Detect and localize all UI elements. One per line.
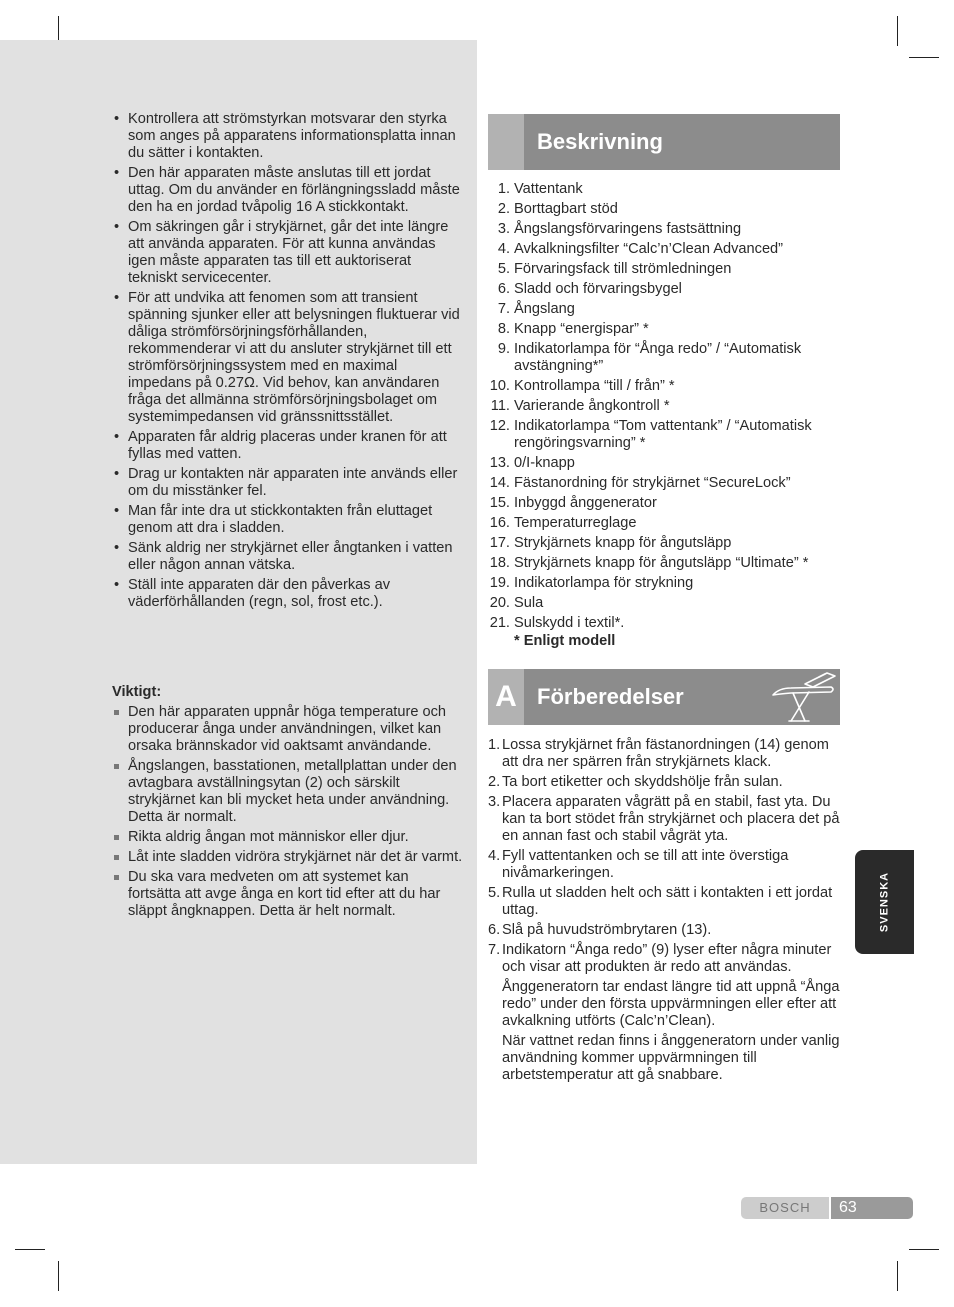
list-item [488,221,844,238]
step-number: 6. [488,922,501,938]
item-number: 9. [497,341,510,357]
step-text: Ta bort etiketter och skyddshölje från sulan. [502,774,783,790]
item-text: Strykjärnets knapp för ångutsläpp “Ultimate” * [514,555,809,571]
list-item [488,181,844,198]
list-item [488,321,844,338]
step-item [488,885,840,919]
step-item [488,794,840,845]
item-text: Sula [514,595,544,611]
list-item [488,261,844,278]
list-item: • Apparaten får aldrig placeras under kranen för att fyllas med vatten. [112,429,464,463]
item-text: Indikatorlampa för “Ånga redo” / “Automatisk avstängning*” [514,341,802,374]
list-item [488,475,844,492]
step-number: 3. [488,794,501,810]
list-item: • Om säkringen går i strykjärnet, går det inte längre att använda apparaten. För att kunna användas igen måste apparaten tas till ett auktoriserat tekniskt servicecenter. [112,219,464,287]
item-text: Inbyggd ånggenerator [514,495,657,511]
step-item [488,942,840,1084]
item-number: 6. [497,281,510,297]
list-item [488,575,844,592]
header-tab [488,114,524,170]
item-text: Sulskydd i textil*. [514,615,625,631]
item-number: 4. [497,241,510,257]
step-text: Fyll vattentanken och se till att inte överstiga nivåmarkeringen. [502,848,789,881]
crop-mark [897,16,898,46]
crop-mark [15,1249,45,1250]
list-item [488,378,844,395]
list-item: • Ställ inte apparaten där den påverkas av väderförhållanden (regn, sol, frost etc.). [112,577,464,611]
list-item [488,201,844,218]
step-item [488,922,840,939]
section-title: Förberedelser [537,684,684,709]
list-item: • För att undvika att fenomen som att transient spänning sjunker eller att belysningen fluktuerar vid dåliga strömförsörjningsförhållanden, rekommenderar vi att du ansluter strykjärnet till ett strömförsörjningssystem med en maximal impedans på 0.27Ω. Vid behov, kan användaren fråga det allmänna strömförsörjningsbolaget om systemimpedansen vid gränssnittsstället. [112,290,464,426]
item-text: Ångslangsförvaringens fastsättning [514,221,742,237]
step-text: Lossa strykjärnet från fästanordningen (14) genom att dra ner spärren från strykjärnets klack. [502,737,829,770]
language-tab [855,850,914,954]
step-text: Slå på huvudströmbrytaren (13). [502,922,712,938]
crop-mark [58,1261,59,1291]
section-letter: A [495,680,517,713]
list-item [488,495,844,512]
item-number: 17. [489,535,510,551]
item-text: Strykjärnets knapp för ångutsläpp [514,535,732,551]
step-note: När vattnet redan finns i ånggeneratorn under vanlig användning kommer uppvärmningen till arbetstemperatur att gå snabbare. [502,1033,840,1083]
item-text: Knapp “energispar” * [514,321,649,337]
item-text: Kontrollampa “till / från” * [514,378,675,394]
preparation-steps [488,737,840,1087]
description-list [488,181,844,635]
description-header [488,114,840,170]
item-text: Indikatorlampa för strykning [514,575,694,591]
item-number: 8. [497,321,510,337]
step-number: 4. [488,848,501,864]
list-item: • Man får inte dra ut stickkontakten från eluttaget genom att dra i sladden. [112,503,464,537]
step-number: 2. [488,774,501,790]
list-item [488,418,844,452]
list-item [488,301,844,318]
item-number: 7. [497,301,510,317]
item-number: 15. [489,495,510,511]
step-number: 7. [488,942,501,958]
step-number: 5. [488,885,501,901]
list-item: Du ska vara medveten om att systemet kan fortsätta att avge ånga en kort tid efter att du har släppt ångknappen. Detta är helt normalt. [112,869,464,920]
preparation-header [488,669,840,725]
list-item [488,515,844,532]
item-text: Avkalkningsfilter “Calc’n’Clean Advanced” [514,241,784,257]
step-item [488,737,840,771]
list-item: Ångslangen, basstationen, metallplattan under den avtagbara avställningsytan (2) och särskilt strykjärnet kan bli mycket heta under användning. Detta är normalt. [112,758,464,826]
section-title: Beskrivning [537,129,663,154]
list-item [488,241,844,258]
item-text: Indikatorlampa “Tom vattentank” / “Automatisk rengöringsvarning” * [514,418,812,451]
item-text: 0/I-knapp [514,455,575,471]
item-number: 16. [489,515,510,531]
brand-name: BOSCH [759,1200,811,1215]
ironing-board-icon [769,671,837,723]
list-item [488,595,844,612]
item-number: 21. [489,615,510,631]
page-number: 63 [839,1199,857,1216]
list-item [488,555,844,572]
item-number: 18. [489,555,510,571]
item-text: Borttagbart stöd [514,201,618,217]
model-note: * Enligt modell [514,633,616,649]
crop-mark [909,57,939,58]
item-text: Förvaringsfack till strömledningen [514,261,732,277]
item-number: 2. [497,201,510,217]
important-list [112,704,464,923]
item-number: 11. [490,398,510,414]
list-item [488,281,844,298]
item-text: Ångslang [514,301,575,317]
item-number: 1. [497,181,510,197]
step-item [488,774,840,791]
language-label: SVENSKA [878,871,890,933]
item-number: 3. [497,221,510,237]
step-number: 1. [488,737,501,753]
list-item [488,615,844,632]
step-text: Placera apparaten vågrätt på en stabil, fast yta. Du kan ta bort stödet från strykjärnet och placera det på en annan fast och stabil vågrät yta. [502,794,840,844]
crop-mark [897,1261,898,1291]
brand-label-box [741,1197,829,1219]
list-item: Låt inte sladden vidröra strykjärnet när det är varmt. [112,849,464,866]
list-item [488,535,844,552]
item-number: 13. [489,455,510,471]
step-note: Ånggeneratorn tar endast längre tid att uppnå “Ånga redo” under den första uppvärmningen eller efter att avkalkning utförts (Calc’n’Clean). [502,979,840,1029]
list-item: Rikta aldrig ångan mot människor eller djur. [112,829,464,846]
list-item: • Den här apparaten måste anslutas till ett jordat uttag. Om du använder en förlängningssladd måste den ha en jordad tvåpolig 16 A stickkontakt. [112,165,464,216]
list-item [488,455,844,472]
item-number: 19. [489,575,510,591]
list-item [488,341,844,375]
step-item [488,848,840,882]
item-number: 10. [489,378,510,394]
important-heading: Viktigt: [112,684,162,700]
safety-warnings-list [112,111,464,614]
step-text: Rulla ut sladden helt och sätt i kontakten i ett jordat uttag. [502,885,833,918]
list-item [488,398,844,415]
list-item: • Kontrollera att strömstyrkan motsvarar den styrka som anges på apparatens informationsplatta innan du sätter i kontakten. [112,111,464,162]
list-item: Den här apparaten uppnår höga temperature och producerar ånga under användningen, vilket kan orsaka brännskador vid oaktsamt användande. [112,704,464,755]
page-number-box [831,1197,913,1219]
item-number: 12. [489,418,510,434]
list-item: • Drag ur kontakten när apparaten inte används eller om du misstänker fel. [112,466,464,500]
item-text: Fästanordning för strykjärnet “SecureLock” [514,475,791,491]
item-number: 14. [489,475,510,491]
list-item: • Sänk aldrig ner strykjärnet eller ångtanken i vatten eller någon annan vätska. [112,540,464,574]
item-text: Sladd och förvaringsbygel [514,281,682,297]
item-number: 20. [489,595,510,611]
item-text: Varierande ångkontroll * [514,398,670,414]
step-text: Indikatorn “Ånga redo” (9) lyser efter några minuter och visar att produkten är redo att användas. [502,942,832,975]
header-tab [488,669,524,725]
crop-mark [909,1249,939,1250]
item-number: 5. [497,261,510,277]
item-text: Vattentank [514,181,583,197]
item-text: Temperaturreglage [514,515,637,531]
